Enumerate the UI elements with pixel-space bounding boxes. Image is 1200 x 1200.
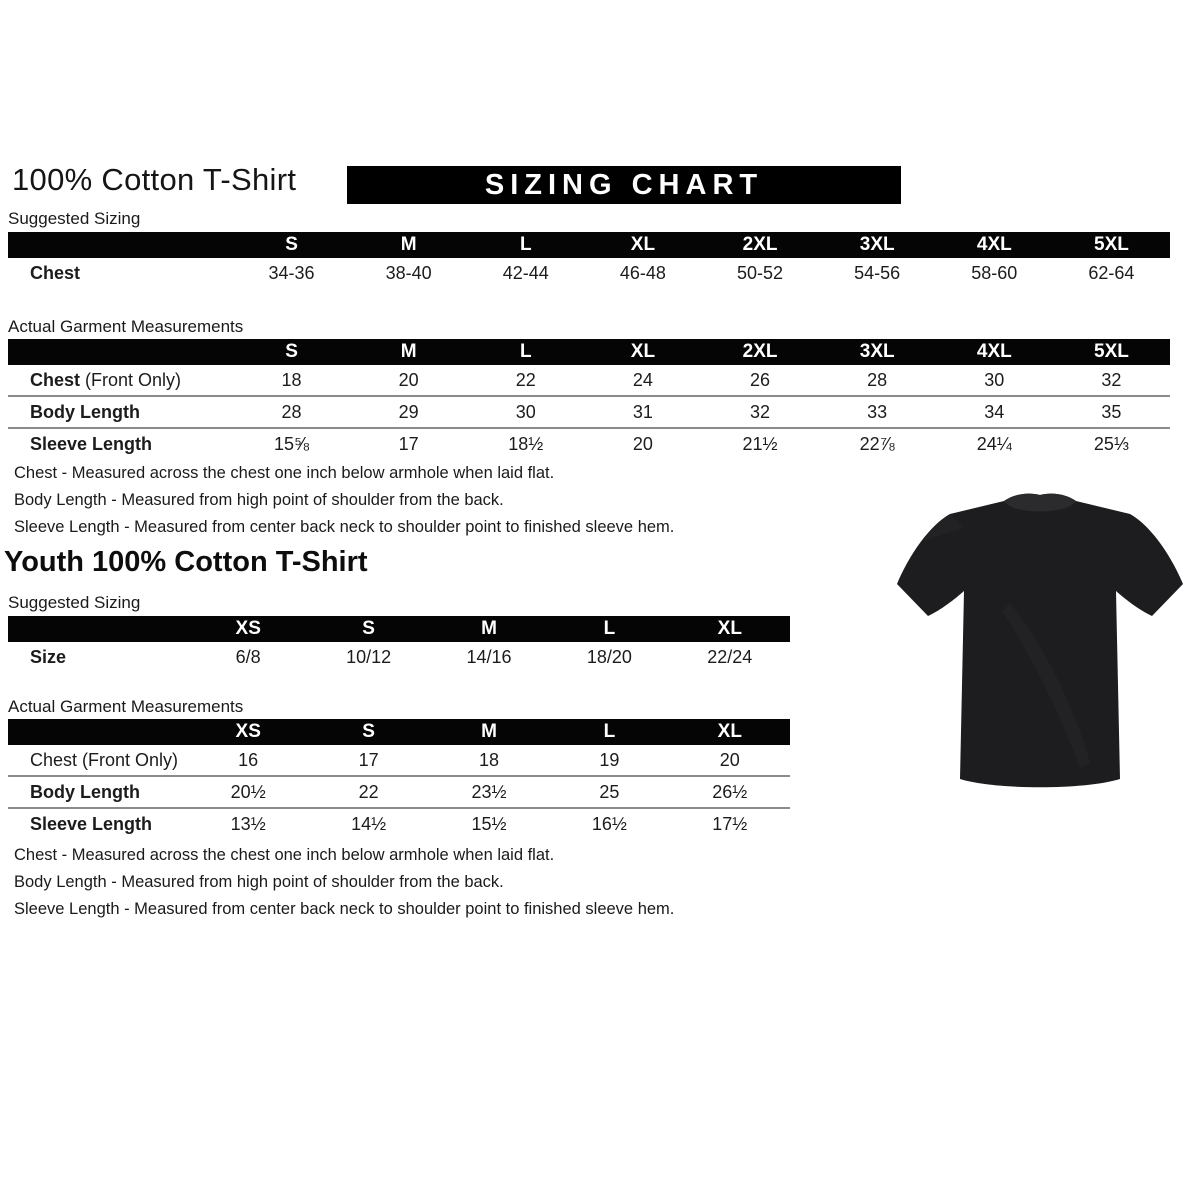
cell: 13½ [188, 808, 308, 839]
cell: 32 [1101, 369, 1122, 390]
note-chest: Chest - Measured across the chest one inch below armhole when laid flat. [14, 464, 555, 482]
cell: 28 [233, 396, 350, 428]
cell: 28 [867, 369, 888, 390]
row-label: Body Length [8, 396, 233, 428]
adult-suggested-sizing-label: Suggested Sizing [8, 209, 141, 228]
tshirt-body-shape [897, 494, 1183, 788]
row-label: Sleeve Length [8, 428, 233, 459]
size-header: 3XL [819, 232, 936, 258]
youth-actual-measurements-table [8, 719, 790, 839]
row-label: Size [30, 646, 67, 667]
table-row-chest [8, 258, 1170, 288]
cell: 17 [358, 749, 379, 770]
row-label [8, 365, 233, 396]
cell: 30 [984, 369, 1005, 390]
size-header: 5XL [1053, 339, 1170, 365]
cell: 24 [632, 369, 653, 390]
note-chest: Chest - Measured across the chest one inch below armhole when laid flat. [14, 846, 555, 864]
size-header: XL [670, 719, 790, 745]
size-header-blank [8, 232, 233, 258]
cell: 20 [719, 749, 740, 770]
cell: 26 [750, 369, 771, 390]
size-header: 2XL [702, 232, 819, 258]
cell: 24¼ [936, 428, 1053, 459]
size-header: M [350, 232, 467, 258]
cell: 29 [350, 396, 467, 428]
cell: 54-56 [854, 262, 901, 283]
cell: 18/20 [586, 646, 632, 667]
size-header: XL [670, 616, 790, 642]
size-header: S [308, 616, 428, 642]
page-title: 100% Cotton T-Shirt [12, 162, 297, 197]
cell: 18½ [467, 428, 584, 459]
row-label-note: (Front Only) [85, 369, 182, 390]
cell: 22 [308, 776, 428, 808]
adult-measurement-notes [14, 460, 674, 541]
adult-suggested-sizing-table [8, 232, 1170, 288]
table-row-size [8, 642, 790, 672]
black-tshirt-image [890, 483, 1190, 803]
size-header: S [233, 339, 350, 365]
table-header-row [8, 339, 1170, 365]
youth-suggested-sizing-label: Suggested Sizing [8, 593, 141, 612]
cell: 15⅝ [233, 428, 350, 459]
size-header: 5XL [1053, 232, 1170, 258]
cell: 31 [584, 396, 701, 428]
cell: 19 [599, 749, 620, 770]
cell: 22 [515, 369, 536, 390]
size-header: S [308, 719, 428, 745]
cell: 23½ [429, 776, 549, 808]
youth-measurement-notes [14, 842, 674, 923]
cell: 18 [281, 369, 302, 390]
size-header: 2XL [702, 339, 819, 365]
size-header: L [467, 232, 584, 258]
cell: 46-48 [619, 262, 666, 283]
youth-suggested-sizing-table [8, 616, 790, 672]
cell: 6/8 [235, 646, 261, 667]
cell: 20 [398, 369, 419, 390]
cell: 20½ [188, 776, 308, 808]
cell: 17 [350, 428, 467, 459]
adult-actual-measurements-table [8, 339, 1170, 459]
youth-actual-measurements-label: Actual Garment Measurements [8, 697, 244, 716]
cell: 32 [702, 396, 819, 428]
youth-section-title: Youth 100% Cotton T-Shirt [4, 546, 368, 578]
size-header-blank [8, 339, 233, 365]
table-row-sleeve-length [8, 808, 790, 839]
cell: 16½ [549, 808, 669, 839]
note-sleeve-length: Sleeve Length - Measured from center back neck to shoulder point to finished sleeve hem. [14, 518, 675, 536]
table-row-body-length [8, 776, 790, 808]
size-header: XS [188, 719, 308, 745]
cell: 58-60 [971, 262, 1018, 283]
note-body-length: Body Length - Measured from high point of shoulder from the back. [14, 873, 504, 891]
table-header-row [8, 719, 790, 745]
cell: 42-44 [502, 262, 549, 283]
cell: 22⅞ [819, 428, 936, 459]
table-row-sleeve-length [8, 428, 1170, 459]
cell: 25⅓ [1053, 428, 1170, 459]
cell: 18 [478, 749, 499, 770]
cell: 50-52 [737, 262, 784, 283]
cell: 17½ [670, 808, 790, 839]
table-row-chest [8, 365, 1170, 396]
cell: 34 [936, 396, 1053, 428]
cell: 35 [1053, 396, 1170, 428]
size-header: XS [188, 616, 308, 642]
note-sleeve-length: Sleeve Length - Measured from center back neck to shoulder point to finished sleeve hem. [14, 900, 675, 918]
size-header: L [549, 616, 669, 642]
cell: 10/12 [346, 646, 392, 667]
size-header-blank [8, 616, 188, 642]
size-header: 4XL [936, 232, 1053, 258]
cell: 15½ [429, 808, 549, 839]
cell: 30 [467, 396, 584, 428]
size-header: 3XL [819, 339, 936, 365]
size-header: L [467, 339, 584, 365]
size-header: M [429, 719, 549, 745]
sizing-chart-banner: SIZING CHART [347, 166, 901, 204]
cell: 14½ [308, 808, 428, 839]
note-body-length: Body Length - Measured from high point of shoulder from the back. [14, 491, 504, 509]
size-header: M [350, 339, 467, 365]
size-header: XL [584, 232, 701, 258]
row-label: Chest [30, 262, 81, 283]
cell: 34-36 [268, 262, 315, 283]
cell: 16 [238, 749, 259, 770]
cell: 33 [819, 396, 936, 428]
size-header: S [233, 232, 350, 258]
size-header: 4XL [936, 339, 1053, 365]
size-header-blank [8, 719, 188, 745]
cell: 25 [549, 776, 669, 808]
cell: 38-40 [385, 262, 432, 283]
table-row-chest [8, 745, 790, 776]
row-label: Chest (Front Only) [30, 749, 179, 770]
table-header-row [8, 616, 790, 642]
row-label: Body Length [8, 776, 188, 808]
cell: 62-64 [1088, 262, 1135, 283]
table-row-body-length [8, 396, 1170, 428]
row-label: Sleeve Length [8, 808, 188, 839]
cell: 14/16 [466, 646, 512, 667]
cell: 21½ [702, 428, 819, 459]
size-header: XL [584, 339, 701, 365]
cell: 22/24 [707, 646, 753, 667]
adult-actual-measurements-label: Actual Garment Measurements [8, 317, 244, 336]
cell: 26½ [670, 776, 790, 808]
cell: 20 [584, 428, 701, 459]
row-label-main: Chest [30, 369, 81, 390]
size-header: L [549, 719, 669, 745]
size-header: M [429, 616, 549, 642]
table-header-row [8, 232, 1170, 258]
